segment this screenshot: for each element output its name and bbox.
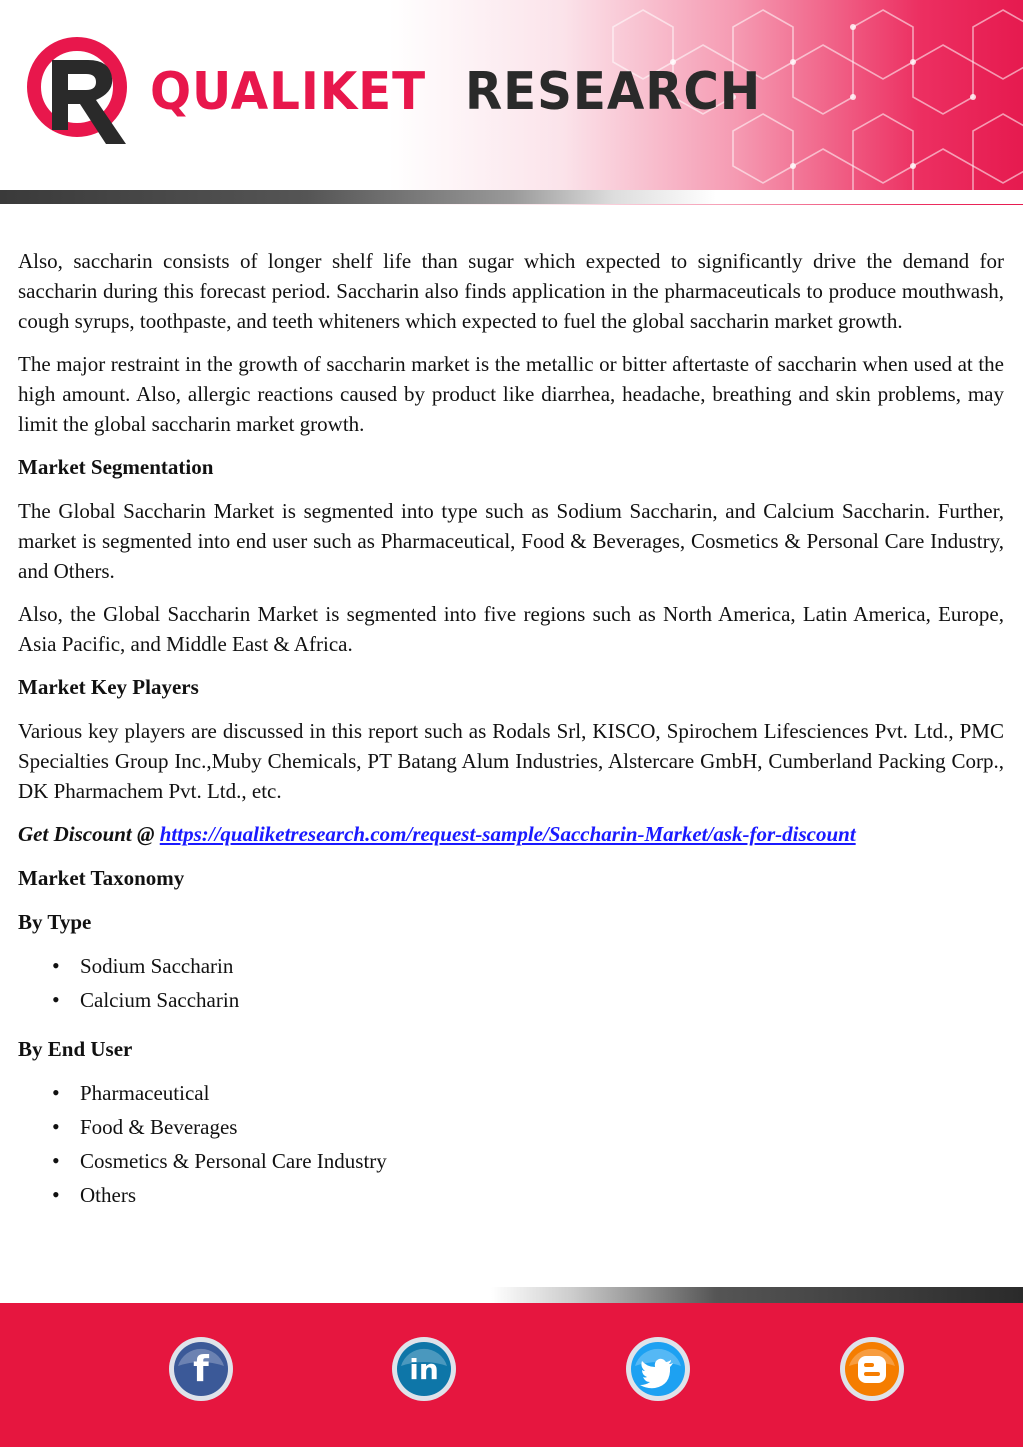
document-body: [18, 246, 1004, 1229]
header-divider-bar: [0, 190, 1023, 204]
discount-label: Get Discount @: [18, 822, 160, 846]
paragraph-shelf-life: Also, saccharin consists of longer shelf life than sugar which expected to significantly drive the demand for saccharin during this forecast period. Saccharin also finds application in the pharmaceuticals to produce mouthwash, cough syrups, toothpaste, and teeth whiteners which expected to fuel the global saccharin market growth.: [18, 249, 1004, 333]
heading-by-type: By Type: [18, 910, 92, 934]
footer-divider-stripe: [0, 1287, 1023, 1303]
heading-market-segmentation: Market Segmentation: [18, 455, 214, 479]
facebook-link[interactable]: [168, 1336, 234, 1402]
paragraph-regions: Also, the Global Saccharin Market is segmented into five regions such as North America, Latin America, Europe, Asia Pacific, and Middle East & Africa.: [18, 602, 1004, 656]
list-item: • Others: [18, 1178, 1004, 1212]
list-item: • Food & Beverages: [18, 1110, 1004, 1144]
twitter-link[interactable]: [625, 1336, 691, 1402]
linkedin-glyph: in: [409, 1352, 439, 1386]
list-item: • Pharmaceutical: [18, 1076, 1004, 1110]
list-item: • Cosmetics & Personal Care Industry: [18, 1144, 1004, 1178]
by-end-user-list: [18, 1076, 1004, 1212]
heading-market-taxonomy: Market Taxonomy: [18, 866, 185, 890]
twitter-icon: [625, 1336, 691, 1402]
qualiket-logo-mark: [22, 32, 140, 150]
blogger-icon: [839, 1336, 905, 1402]
brand-word-research: RESEARCH: [464, 62, 762, 122]
linkedin-link[interactable]: [391, 1336, 457, 1402]
discount-line: [18, 819, 1004, 849]
by-type-list: [18, 949, 1004, 1017]
blogger-link[interactable]: [839, 1336, 905, 1402]
discount-link[interactable]: https://qualiketresearch.com/request-sample/Saccharin-Market/ask-for-discount: [159, 822, 856, 846]
heading-by-end-user: By End User: [18, 1037, 133, 1061]
brand-word-qualiket: QUALIKET: [150, 62, 427, 122]
paragraph-segmentation: The Global Saccharin Market is segmented into type such as Sodium Saccharin, and Calcium Saccharin. Further, market is segmented into end user such as Pharmaceutical, Food & Beverages, Cosmetics & Personal Care Industry, and Others.: [18, 499, 1004, 583]
paragraph-key-players: Various key players are discussed in this report such as Rodals Srl, KISCO, Spirochem Lifesciences Pvt. Ltd., PMC Specialties Group Inc.,Muby Chemicals, PT Batang Alum Industries, Alstercare GmbH, Cumberland Packing Corp., DK Pharmachem Pvt. Ltd., etc.: [18, 719, 1004, 803]
heading-market-key-players: Market Key Players: [18, 675, 199, 699]
list-item: • Calcium Saccharin: [18, 983, 1004, 1017]
page-header: [0, 0, 1023, 205]
facebook-glyph: f: [193, 1348, 209, 1390]
list-item: • Sodium Saccharin: [18, 949, 1004, 983]
paragraph-restraint: The major restraint in the growth of saccharin market is the metallic or bitter aftertaste of saccharin when used at the high amount. Also, allergic reactions caused by product like diarrhea, headache, breathing and skin problems, may limit the global saccharin market growth.: [18, 352, 1004, 436]
brand-logo-text: [150, 62, 783, 122]
